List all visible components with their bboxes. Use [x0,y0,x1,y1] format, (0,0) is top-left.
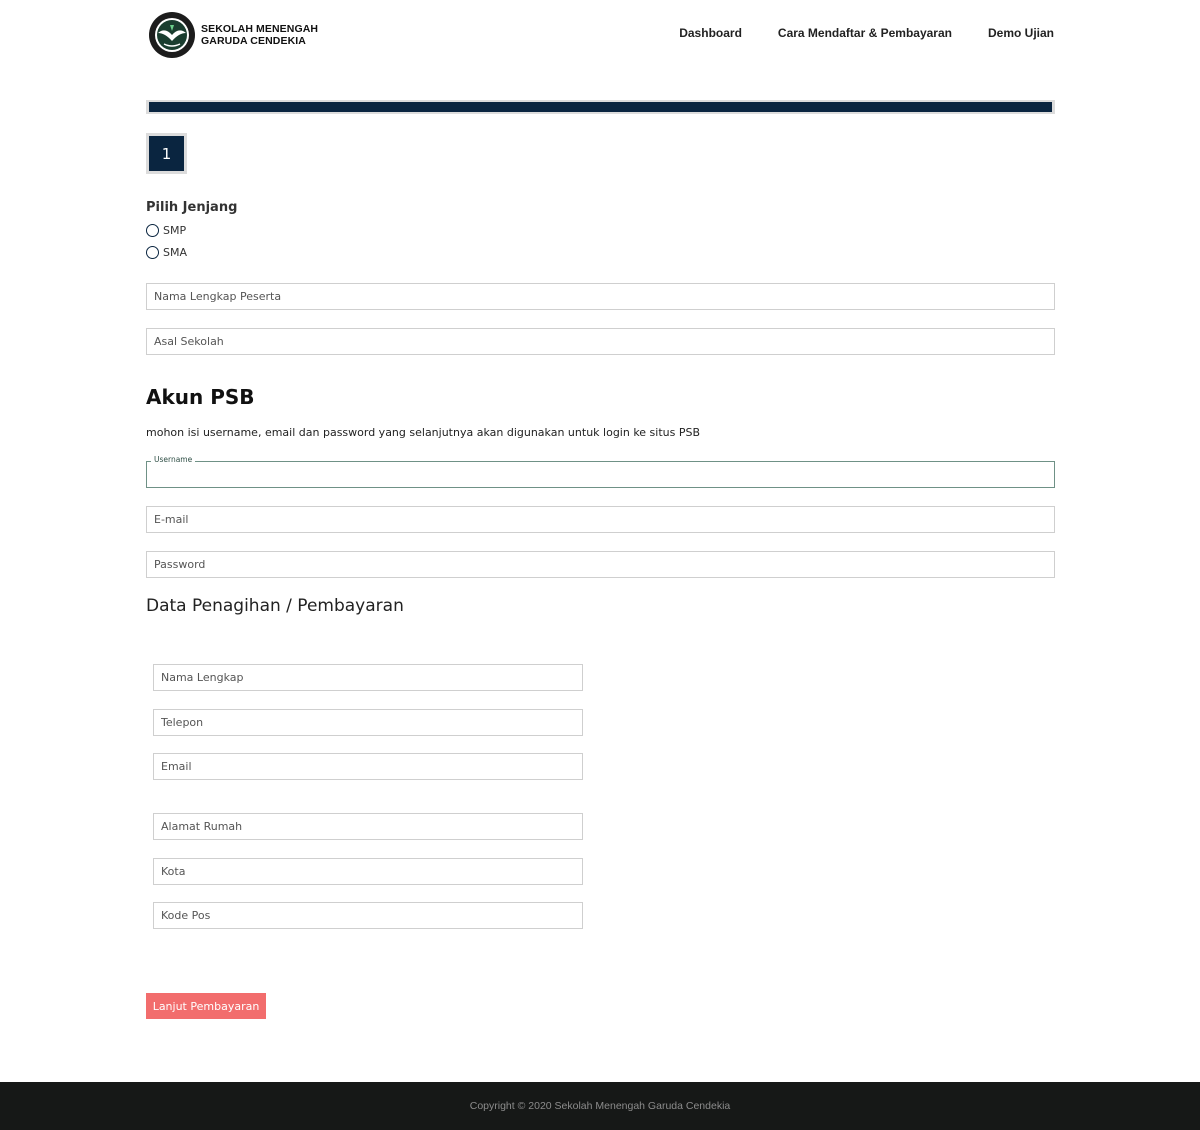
akun-heading: Akun PSB [146,385,255,409]
billing-postcode-field[interactable] [153,902,583,929]
billing-address-field[interactable] [153,813,583,840]
school-origin-input[interactable] [147,329,1054,354]
radio-label: SMA [163,246,187,259]
step-indicator [146,133,187,174]
username-label: Username [151,455,195,464]
password-input[interactable] [147,552,1054,577]
site-logo[interactable] [148,11,318,59]
email-input[interactable] [147,507,1054,532]
logo-line-2: GARUDA CENDEKIA [201,35,306,47]
billing-phone-input[interactable] [154,710,582,735]
radio-option-sma[interactable] [146,246,187,259]
progress-fill [149,102,1052,112]
nav-demo-ujian[interactable]: Demo Ujian [987,26,1054,40]
step-number: 1 [149,136,184,171]
akun-description: mohon isi username, email dan password yang selanjutnya akan digunakan untuk login ke situs PSB [146,426,701,439]
radio-button[interactable] [146,246,159,259]
jenjang-label: Pilih Jenjang [146,200,238,215]
billing-name-input[interactable] [154,665,582,690]
site-header [0,0,1200,70]
billing-postcode-input[interactable] [154,903,582,928]
main-nav [643,26,1054,40]
username-field[interactable] [146,455,1055,488]
nav-dashboard[interactable]: Dashboard [679,26,742,40]
billing-email-input[interactable] [154,754,582,779]
email-field[interactable] [146,506,1055,533]
billing-name-field[interactable] [153,664,583,691]
school-origin-field[interactable] [146,328,1055,355]
footer-copyright: Copyright © 2020 Sekolah Menengah Garuda Cendekia [469,1100,731,1112]
billing-phone-field[interactable] [153,709,583,736]
student-name-input[interactable] [147,284,1054,309]
username-input[interactable] [147,462,1054,487]
billing-city-input[interactable] [154,859,582,884]
radio-button[interactable] [146,224,159,237]
continue-payment-button[interactable]: Lanjut Pembayaran [146,993,266,1019]
radio-label: SMP [163,224,187,237]
school-crest-icon [148,11,196,59]
site-footer [0,1082,1200,1130]
logo-line-1: SEKOLAH MENENGAH [201,23,319,35]
billing-city-field[interactable] [153,858,583,885]
nav-cara-mendaftar[interactable]: Cara Mendaftar & Pembayaran [777,26,952,40]
form-progress-bar [146,100,1055,114]
billing-email-field[interactable] [153,753,583,780]
billing-heading: Data Penagihan / Pembayaran [146,596,404,616]
student-name-field[interactable] [146,283,1055,310]
radio-option-smp[interactable] [146,224,186,237]
password-field[interactable] [146,551,1055,578]
billing-address-input[interactable] [154,814,582,839]
logo-text [201,23,318,47]
